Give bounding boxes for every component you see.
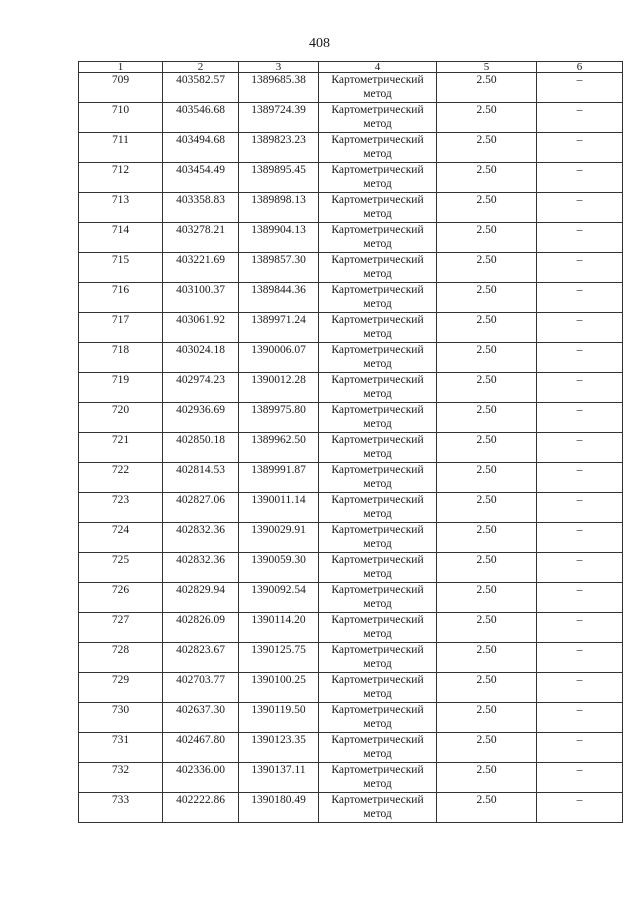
column-header: 1 [79, 62, 163, 73]
method-line-1: Картометрический [331, 374, 424, 386]
y-coordinate-cell: 1390011.14 [239, 493, 319, 523]
point-number-cell: 719 [79, 373, 163, 403]
accuracy-cell: 2.50 [437, 493, 537, 523]
x-coordinate-cell: 402850.18 [163, 433, 239, 463]
y-coordinate-cell: 1389904.13 [239, 223, 319, 253]
method-line-1: Картометрический [331, 494, 424, 506]
table-body [79, 73, 623, 823]
table-row [79, 103, 623, 133]
accuracy-cell: 2.50 [437, 643, 537, 673]
method-line-1: Картометрический [331, 704, 424, 716]
method-cell [319, 313, 437, 343]
y-coordinate-cell: 1390137.11 [239, 763, 319, 793]
y-coordinate-cell: 1389991.87 [239, 463, 319, 493]
x-coordinate-cell: 402823.67 [163, 643, 239, 673]
note-cell: – [537, 73, 623, 103]
x-coordinate-cell: 403494.68 [163, 133, 239, 163]
table-row [79, 793, 623, 823]
y-coordinate-cell: 1389975.80 [239, 403, 319, 433]
x-coordinate-cell: 402936.69 [163, 403, 239, 433]
note-cell: – [537, 343, 623, 373]
accuracy-cell: 2.50 [437, 313, 537, 343]
method-line-1: Картометрический [331, 524, 424, 536]
note-cell: – [537, 163, 623, 193]
column-header: 3 [239, 62, 319, 73]
method-line-1: Картометрический [331, 794, 424, 806]
table-row [79, 373, 623, 403]
point-number-cell: 716 [79, 283, 163, 313]
table-row [79, 493, 623, 523]
x-coordinate-cell: 402829.94 [163, 583, 239, 613]
method-line-1: Картометрический [331, 284, 424, 296]
method-line-2: метод [363, 448, 392, 460]
x-coordinate-cell: 402467.80 [163, 733, 239, 763]
method-cell [319, 223, 437, 253]
table-row [79, 553, 623, 583]
method-line-1: Картометрический [331, 314, 424, 326]
note-cell: – [537, 223, 623, 253]
table-row [79, 343, 623, 373]
note-cell: – [537, 763, 623, 793]
y-coordinate-cell: 1389898.13 [239, 193, 319, 223]
method-line-2: метод [363, 118, 392, 130]
accuracy-cell: 2.50 [437, 73, 537, 103]
method-line-2: метод [363, 628, 392, 640]
method-cell [319, 523, 437, 553]
accuracy-cell: 2.50 [437, 283, 537, 313]
method-line-2: метод [363, 778, 392, 790]
y-coordinate-cell: 1390012.28 [239, 373, 319, 403]
method-line-1: Картометрический [331, 104, 424, 116]
method-line-2: метод [363, 88, 392, 100]
accuracy-cell: 2.50 [437, 433, 537, 463]
method-line-1: Картометрический [331, 404, 424, 416]
table-row [79, 403, 623, 433]
method-cell [319, 193, 437, 223]
note-cell: – [537, 703, 623, 733]
note-cell: – [537, 103, 623, 133]
method-cell [319, 733, 437, 763]
table-row [79, 253, 623, 283]
method-cell [319, 403, 437, 433]
method-cell [319, 373, 437, 403]
accuracy-cell: 2.50 [437, 763, 537, 793]
method-cell [319, 463, 437, 493]
point-number-cell: 720 [79, 403, 163, 433]
method-line-1: Картометрический [331, 584, 424, 596]
y-coordinate-cell: 1390180.49 [239, 793, 319, 823]
method-line-1: Картометрический [331, 344, 424, 356]
method-line-1: Картометрический [331, 224, 424, 236]
point-number-cell: 710 [79, 103, 163, 133]
method-line-1: Картометрический [331, 434, 424, 446]
method-line-2: метод [363, 598, 392, 610]
method-cell [319, 283, 437, 313]
point-number-cell: 722 [79, 463, 163, 493]
accuracy-cell: 2.50 [437, 583, 537, 613]
accuracy-cell: 2.50 [437, 193, 537, 223]
method-line-2: метод [363, 388, 392, 400]
y-coordinate-cell: 1389962.50 [239, 433, 319, 463]
table-row [79, 523, 623, 553]
accuracy-cell: 2.50 [437, 613, 537, 643]
method-cell [319, 553, 437, 583]
accuracy-cell: 2.50 [437, 523, 537, 553]
method-cell [319, 163, 437, 193]
point-number-cell: 730 [79, 703, 163, 733]
x-coordinate-cell: 403100.37 [163, 283, 239, 313]
y-coordinate-cell: 1390092.54 [239, 583, 319, 613]
table-row [79, 313, 623, 343]
point-number-cell: 732 [79, 763, 163, 793]
note-cell: – [537, 643, 623, 673]
accuracy-cell: 2.50 [437, 553, 537, 583]
y-coordinate-cell: 1389971.24 [239, 313, 319, 343]
point-number-cell: 712 [79, 163, 163, 193]
y-coordinate-cell: 1389685.38 [239, 73, 319, 103]
coordinates-table [78, 61, 623, 823]
point-number-cell: 727 [79, 613, 163, 643]
accuracy-cell: 2.50 [437, 223, 537, 253]
x-coordinate-cell: 402703.77 [163, 673, 239, 703]
x-coordinate-cell: 402974.23 [163, 373, 239, 403]
method-line-1: Картометрический [331, 254, 424, 266]
y-coordinate-cell: 1390059.30 [239, 553, 319, 583]
accuracy-cell: 2.50 [437, 733, 537, 763]
x-coordinate-cell: 402826.09 [163, 613, 239, 643]
method-cell [319, 583, 437, 613]
note-cell: – [537, 133, 623, 163]
method-line-2: метод [363, 328, 392, 340]
method-line-1: Картометрический [331, 644, 424, 656]
method-cell [319, 703, 437, 733]
table-row [79, 73, 623, 103]
method-line-1: Картометрический [331, 74, 424, 86]
method-line-2: метод [363, 148, 392, 160]
method-line-2: метод [363, 718, 392, 730]
table-row [79, 133, 623, 163]
x-coordinate-cell: 403278.21 [163, 223, 239, 253]
method-cell [319, 763, 437, 793]
method-cell [319, 793, 437, 823]
y-coordinate-cell: 1389844.36 [239, 283, 319, 313]
method-cell [319, 673, 437, 703]
method-cell [319, 613, 437, 643]
method-line-1: Картометрический [331, 134, 424, 146]
note-cell: – [537, 403, 623, 433]
note-cell: – [537, 283, 623, 313]
y-coordinate-cell: 1389895.45 [239, 163, 319, 193]
method-line-2: метод [363, 538, 392, 550]
method-cell [319, 253, 437, 283]
accuracy-cell: 2.50 [437, 703, 537, 733]
x-coordinate-cell: 402222.86 [163, 793, 239, 823]
accuracy-cell: 2.50 [437, 133, 537, 163]
table-row [79, 223, 623, 253]
accuracy-cell: 2.50 [437, 673, 537, 703]
method-cell [319, 343, 437, 373]
note-cell: – [537, 433, 623, 463]
accuracy-cell: 2.50 [437, 403, 537, 433]
point-number-cell: 729 [79, 673, 163, 703]
method-cell [319, 433, 437, 463]
point-number-cell: 724 [79, 523, 163, 553]
accuracy-cell: 2.50 [437, 253, 537, 283]
x-coordinate-cell: 403358.83 [163, 193, 239, 223]
method-line-1: Картометрический [331, 614, 424, 626]
table-row [79, 673, 623, 703]
point-number-cell: 715 [79, 253, 163, 283]
table-row [79, 733, 623, 763]
column-header: 5 [437, 62, 537, 73]
x-coordinate-cell: 403221.69 [163, 253, 239, 283]
point-number-cell: 726 [79, 583, 163, 613]
note-cell: – [537, 313, 623, 343]
accuracy-cell: 2.50 [437, 793, 537, 823]
note-cell: – [537, 193, 623, 223]
note-cell: – [537, 553, 623, 583]
table-row [79, 613, 623, 643]
accuracy-cell: 2.50 [437, 103, 537, 133]
method-line-1: Картометрический [331, 464, 424, 476]
table-row [79, 193, 623, 223]
method-line-1: Картометрический [331, 674, 424, 686]
method-line-2: метод [363, 808, 392, 820]
y-coordinate-cell: 1390100.25 [239, 673, 319, 703]
method-line-2: метод [363, 268, 392, 280]
method-line-2: метод [363, 688, 392, 700]
method-cell [319, 643, 437, 673]
method-line-2: метод [363, 208, 392, 220]
point-number-cell: 725 [79, 553, 163, 583]
y-coordinate-cell: 1389823.23 [239, 133, 319, 163]
y-coordinate-cell: 1390119.50 [239, 703, 319, 733]
table-row [79, 763, 623, 793]
page-number: 408 [309, 36, 330, 51]
point-number-cell: 711 [79, 133, 163, 163]
y-coordinate-cell: 1390029.91 [239, 523, 319, 553]
method-line-2: метод [363, 748, 392, 760]
note-cell: – [537, 673, 623, 703]
point-number-cell: 728 [79, 643, 163, 673]
note-cell: – [537, 373, 623, 403]
x-coordinate-cell: 402827.06 [163, 493, 239, 523]
method-line-2: метод [363, 298, 392, 310]
x-coordinate-cell: 402336.00 [163, 763, 239, 793]
method-line-2: метод [363, 418, 392, 430]
note-cell: – [537, 523, 623, 553]
method-line-2: метод [363, 658, 392, 670]
method-line-1: Картометрический [331, 554, 424, 566]
method-line-2: метод [363, 238, 392, 250]
x-coordinate-cell: 403582.57 [163, 73, 239, 103]
column-header: 4 [319, 62, 437, 73]
column-header: 2 [163, 62, 239, 73]
x-coordinate-cell: 402814.53 [163, 463, 239, 493]
x-coordinate-cell: 403061.92 [163, 313, 239, 343]
note-cell: – [537, 253, 623, 283]
y-coordinate-cell: 1389857.30 [239, 253, 319, 283]
accuracy-cell: 2.50 [437, 463, 537, 493]
table-row [79, 703, 623, 733]
point-number-cell: 717 [79, 313, 163, 343]
y-coordinate-cell: 1390006.07 [239, 343, 319, 373]
point-number-cell: 731 [79, 733, 163, 763]
table-row [79, 643, 623, 673]
method-line-2: метод [363, 178, 392, 190]
method-cell [319, 133, 437, 163]
method-cell [319, 493, 437, 523]
x-coordinate-cell: 402832.36 [163, 523, 239, 553]
table-header-row [79, 62, 623, 73]
accuracy-cell: 2.50 [437, 163, 537, 193]
method-line-2: метод [363, 358, 392, 370]
accuracy-cell: 2.50 [437, 373, 537, 403]
point-number-cell: 714 [79, 223, 163, 253]
note-cell: – [537, 793, 623, 823]
y-coordinate-cell: 1390114.20 [239, 613, 319, 643]
note-cell: – [537, 583, 623, 613]
y-coordinate-cell: 1389724.39 [239, 103, 319, 133]
note-cell: – [537, 613, 623, 643]
point-number-cell: 718 [79, 343, 163, 373]
point-number-cell: 721 [79, 433, 163, 463]
method-line-2: метод [363, 478, 392, 490]
method-line-2: метод [363, 568, 392, 580]
x-coordinate-cell: 403546.68 [163, 103, 239, 133]
x-coordinate-cell: 403024.18 [163, 343, 239, 373]
y-coordinate-cell: 1390125.75 [239, 643, 319, 673]
x-coordinate-cell: 403454.49 [163, 163, 239, 193]
table-row [79, 163, 623, 193]
point-number-cell: 723 [79, 493, 163, 523]
point-number-cell: 733 [79, 793, 163, 823]
x-coordinate-cell: 402637.30 [163, 703, 239, 733]
method-line-1: Картометрический [331, 194, 424, 206]
table-row [79, 583, 623, 613]
x-coordinate-cell: 402832.36 [163, 553, 239, 583]
accuracy-cell: 2.50 [437, 343, 537, 373]
note-cell: – [537, 733, 623, 763]
table-row [79, 283, 623, 313]
method-cell [319, 103, 437, 133]
table-row [79, 463, 623, 493]
method-line-2: метод [363, 508, 392, 520]
column-header: 6 [537, 62, 623, 73]
method-cell [319, 73, 437, 103]
point-number-cell: 709 [79, 73, 163, 103]
point-number-cell: 713 [79, 193, 163, 223]
y-coordinate-cell: 1390123.35 [239, 733, 319, 763]
note-cell: – [537, 493, 623, 523]
method-line-1: Картометрический [331, 734, 424, 746]
note-cell: – [537, 463, 623, 493]
method-line-1: Картометрический [331, 764, 424, 776]
table-row [79, 433, 623, 463]
method-line-1: Картометрический [331, 164, 424, 176]
